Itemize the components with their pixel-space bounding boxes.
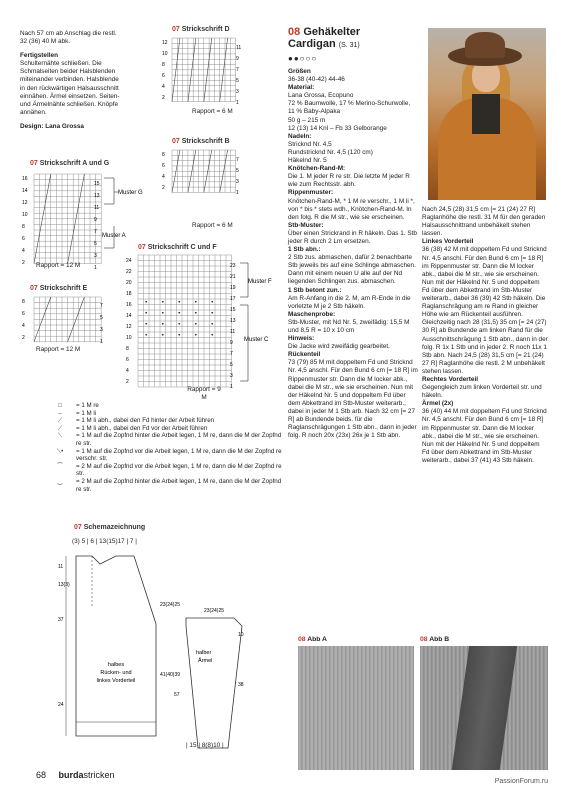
chart-ag-grid (34, 174, 101, 264)
chart-cf-row-label: 5 (230, 362, 233, 368)
paragraph: 36 (38) 42 M mit doppeltem Fd und Stricknd Nr. 4,5 anschl. Für den Bund 6 cm [= 18 R] im Rippenmuster str. Dann die M locker abk., dabei die M str., wie sie erscheinen. Nun mit der Häkelnd Nr. 5 und doppeltem Fd über dem Abkettrand im Stb-Muster weiterarb., dabei 36 (39) 42 Stb häkeln. Die Raglanschrägung am re Rand in gleicher Höhe wie am Rückenteil ausführen. Gleichzeitig nach 28 (31,5) 35 cm [= 24 (27) 30 R] ab Bundende am linken Rand für die Ausschnittschrägung 1 Stb abn., dann in der folg. R 1x 1 Stb und in jeder 2. R noch 11x 1 Stb abn. Nach 24,5 (28) 31,5 cm [= 21 (24) 27 R] Raglanhöhe die restl. 2 M unbehäkelt stehen lassen. (422, 246, 548, 375)
chart-ag-row-label: 9 (94, 217, 97, 223)
paragraph: Nach 24,5 (28) 31,5 cm [= 21 (24) 27 R] Raglanhöhe die restl. 31 M für den geraden Halsausschnittrand unbehäkelt stehen lassen. (422, 206, 546, 238)
fertig-heading: Fertigstellen (20, 52, 58, 60)
brand-suffix: stricken (83, 770, 115, 780)
chart-b-row-label: 5 (236, 168, 239, 174)
schema-drawing (56, 546, 256, 758)
sleeve-label: Ärmel (198, 658, 213, 664)
stitch-mark (178, 301, 180, 303)
symbol-legend (48, 402, 288, 493)
chart-b-row-label: 7 (236, 157, 239, 163)
legend-text: = 2 M auf die Zopfnd hinter die Arbeit legen, 1 M re, dann die M der Zopfnd re str. (76, 477, 282, 493)
chart-cf-title: 07 Strickschrift C und F (138, 244, 217, 251)
body-label: Rücken- und (100, 670, 132, 676)
stitch-mark (145, 312, 147, 314)
muster-f-label: Muster F (248, 279, 272, 285)
legend-symbol: □ (58, 402, 62, 409)
page-footer (36, 770, 115, 780)
muster-c-label: Muster C (244, 337, 269, 343)
legend-text: = 1 M auf die Zopfnd hinter die Arbeit legen, 1 M re, dann die M der Zopfnd re str. (76, 432, 282, 447)
chart-ag-row-label: 16 (22, 176, 28, 182)
design-credit: Design: Lana Grossa (20, 122, 84, 130)
stitch-mark (178, 312, 180, 314)
chart-cf-rapport: Rapport = 9 M (187, 386, 221, 402)
stitch-mark (195, 312, 197, 314)
chart-d-rapport: Rapport = 6 M (192, 108, 233, 115)
stitch-mark (195, 334, 197, 336)
paragraph: 36-38 (40-42) 44-46 (288, 76, 345, 84)
sleeve-dim: 38 (238, 682, 244, 688)
watermark-text: PassionForum.ru (494, 778, 548, 785)
chart-d-row-label: 10 (162, 51, 168, 57)
sleeve-outline (186, 618, 242, 748)
legend-symbol: ⁀ (57, 462, 63, 470)
chart-e-row-label: 7 (100, 303, 103, 309)
chart-ag-row-label: 14 (22, 188, 28, 194)
chart-e-row-label: 1 (100, 339, 103, 345)
paragraph: Die Jacke wird zweifädig gearbeitet. (288, 343, 390, 351)
chart-e-row-label: 3 (100, 327, 103, 333)
paragraph: 72 % Baumwolle, 17 % Merino-Schurwolle, 11 % Baby-Alpaka (288, 100, 411, 116)
legend-item (48, 425, 288, 433)
stitch-mark (145, 334, 147, 336)
detail-photo-b (420, 646, 548, 770)
schema-dim: 13(3) (58, 582, 70, 588)
stitch-mark (195, 301, 197, 303)
chart-cf-row-label: 18 (126, 291, 132, 297)
photo-a-caption: 08 Abb A (298, 636, 327, 643)
section-heading: Größen (288, 68, 311, 75)
chart-ag-row-label: 11 (94, 205, 100, 211)
pattern-header (288, 26, 418, 63)
paragraph: Stb-Muster, mit Nd Nr. 5, zweifädig: 15,5 M und 8,5 R = 10 x 10 cm (288, 318, 410, 334)
section-heading: Knötchen-Rand-M: (288, 165, 346, 173)
muster-g-label: Muster G (118, 190, 143, 196)
subsection-heading: Rippenmuster: (288, 189, 334, 197)
intro-text: Nach 57 cm ab Anschlag die restl. 32 (36) 40 M abk. (20, 30, 117, 46)
chart-d-row-label: 4 (162, 84, 165, 90)
chart-cf-row-label: 21 (230, 274, 236, 280)
legend-text: = 1 M re (76, 402, 99, 409)
chart-d-row-label: 5 (236, 78, 239, 84)
chart-b-row-label: 2 (162, 185, 165, 191)
paragraph: 2 Stb zus. abmaschen, dafür 2 benachbarte Stb jeweils bis auf eine Schlinge abmaschen. Dann mit einem neuen U alle auf der Nd liegenden Schlingen zus. abmaschen. (288, 254, 416, 286)
chart-d-row-label: 9 (236, 56, 239, 62)
chart-ag-row-label: 2 (22, 260, 25, 266)
chart-d-row-label: 8 (162, 62, 165, 68)
chart-ag-row-label: 1 (94, 265, 97, 271)
body-outline (76, 556, 156, 736)
chart-cf-row-label: 2 (126, 379, 129, 385)
chart-ag-title: 07 Strickschrift A und G (30, 160, 110, 167)
chart-d (160, 34, 250, 108)
chart-b-row-label: 8 (162, 152, 165, 158)
chart-cf-row-label: 17 (230, 296, 236, 302)
chart-cf-row-label: 12 (126, 324, 132, 330)
paragraph: Gegengleich zum linken Vorderteil str. und häkeln. (422, 384, 542, 400)
section-heading: Material: (288, 84, 315, 92)
legend-text: = 2 M auf die Zopfnd vor die Arbeit legen, 1 M re, dann die M der Zopfnd re str. (76, 462, 282, 478)
schema-dim: 11 (58, 564, 64, 570)
legend-item (48, 402, 288, 410)
stitch-mark (211, 334, 213, 336)
legend-text: = 1 M li (76, 409, 97, 417)
paragraph: 50 g – 215 m (288, 116, 326, 124)
chart-b-title: 07 Strickschrift B (172, 138, 230, 145)
legend-item (48, 432, 288, 447)
chart-ag-row-label: 7 (94, 229, 97, 235)
paragraph: Lana Grossa, Ecopuno (288, 92, 354, 100)
chart-ag-row-label: 4 (22, 248, 25, 254)
chart-b-row-label: 3 (236, 179, 239, 185)
schema-dim: 23(24)25 (160, 602, 181, 608)
body-label: linkes Vorderteil (96, 678, 136, 684)
chart-cf-row-label: 9 (230, 340, 233, 346)
schema-dim: 24 (58, 702, 64, 708)
paragraph: Häkelnd Nr. 5 (288, 157, 327, 165)
chart-cf (124, 253, 284, 389)
legend-symbol: ⟋ (57, 417, 63, 425)
chart-cf-row-label: 20 (126, 280, 132, 286)
body-label: halbes (107, 662, 125, 668)
chart-cf-row-label: 13 (230, 318, 236, 324)
chart-ag-row-label: 5 (94, 241, 97, 247)
paragraph: Rundstricknd Nr. 4,5 (120 cm) (288, 148, 373, 156)
chart-ag-row-label: 13 (94, 193, 100, 199)
paragraph: Am R-Anfang in die 2. M, am R-Ende in die vorletzte M je 2 Stb häkeln. (288, 294, 411, 310)
legend-symbol: ⟋ (57, 424, 63, 432)
section-heading: Rechtes Vorderteil (422, 375, 478, 383)
muster-a-label: Muster A (102, 233, 126, 239)
legend-item (48, 448, 288, 463)
chart-e-grid (34, 297, 101, 342)
chart-d-row-label: 11 (236, 45, 242, 51)
chart-cf-grid (138, 255, 232, 387)
chart-d-row-label: 1 (236, 100, 239, 106)
sleeve-dim: 10 (238, 632, 244, 638)
chart-cf-row-label: 7 (230, 351, 233, 357)
detail-photo-a (298, 646, 414, 770)
chart-d-row-label: 7 (236, 67, 239, 73)
pattern-title-2: Cardigan (288, 38, 336, 50)
paragraph: Über einen Strickrand in R häkeln. Das 1. Stb jeder R durch 2 Lm ersetzen. (288, 229, 417, 245)
subsection-heading: 1 Stb betont zun.: (288, 286, 342, 294)
chart-cf-row-label: 19 (230, 285, 236, 291)
schema-dim: 41(40)39 (160, 672, 181, 678)
section-heading: Ärmel (2x) (422, 400, 454, 408)
instructions-column-3 (422, 206, 548, 465)
chart-d-row-label: 6 (162, 73, 165, 79)
intro-block (20, 30, 125, 131)
legend-item (48, 463, 288, 478)
stitch-mark (162, 334, 164, 336)
subsection-heading: Stb-Muster: (288, 221, 324, 229)
section-heading: Maschenprobe: (288, 310, 336, 318)
schema-top-labels: (3) 5 | 6 | 13(15)17 | 7 | (72, 538, 137, 545)
chart-b-row-label: 4 (162, 174, 165, 180)
legend-text: = 1 M li abh., dabei den Fd hinter der Arbeit führen (76, 417, 215, 425)
paragraph: Die 1. M jeder R re str. Die letzte M jeder R wie zum Rechtsstr. abh. (288, 173, 410, 189)
chart-ag-row-label: 12 (22, 200, 28, 206)
legend-item (48, 410, 288, 418)
chart-cf-row-label: 14 (126, 313, 132, 319)
section-heading: Rückenteil (288, 351, 321, 359)
chart-e-title: 07 Strickschrift E (30, 285, 88, 292)
legend-item (48, 478, 288, 493)
legend-symbol: ⟍ (57, 432, 63, 440)
stitch-mark (162, 301, 164, 303)
chart-cf-row-label: 8 (126, 346, 129, 352)
chart-e (18, 293, 118, 349)
stitch-mark (178, 334, 180, 336)
stitch-mark (178, 323, 180, 325)
legend-item (48, 417, 288, 425)
chart-e-row-label: 4 (22, 323, 25, 329)
paragraph: Knötchen-Rand-M, * 1 M re verschr., 1 M li *, von * bis * stets wdh., Knötchen-Rand-M. In den folg. R die M str., wie sie erscheinen. (288, 197, 415, 221)
stitch-mark (195, 323, 197, 325)
chart-cf-row-label: 1 (230, 384, 233, 389)
chart-e-row-label: 8 (22, 299, 25, 305)
chart-ag-row-label: 3 (94, 253, 97, 259)
chart-ag-row-label: 6 (22, 236, 25, 242)
sleeve-bottom-labels: | 15 | 8(8)10 | (186, 742, 224, 749)
stitch-mark (162, 323, 164, 325)
brand-name: burda (58, 770, 84, 780)
stitch-mark (145, 323, 147, 325)
chart-cf-row-label: 6 (126, 357, 129, 363)
paragraph: 12 (13) 14 Knl – Fb 33 Gelborange (288, 124, 387, 132)
chart-ag-row-label: 15 (94, 181, 100, 187)
fertig-text: Schulternähte schließen. Die Schmalseiten beider Halsblenden miteinander verbinden. Halsblende in den rückwärtigen Halsausschnitt einnähen. Ärmel einsetzen. Seiten- und Ärmelnähte schließen. Knöpfe annähen. (20, 60, 120, 116)
legend-symbol: – (58, 409, 62, 417)
paragraph: 73 (79) 85 M mit doppeltem Fd und Stricknd Nr. 4,5 anschl. Für den Bund 6 cm [= 18 R] im Rippenmuster str. Dann die M locker abk., dabei die M str., wie sie erscheinen. Nun mit der Häkelnd Nr. 5 und doppeltem Fd über dem Abkettrand im Stb-Muster weiterarb., dabei in jeder M 1 Stb arb. Nach 32 cm [= 27 R] ab Bundende beids. für die Raglanschrägungen 1 Stb abn., dann in jeder folg. R noch 20x (23x) 26x je 1 Stb abn. (288, 359, 418, 440)
page-number: 68 (36, 770, 47, 780)
chart-d-title: 07 Strickschrift D (172, 26, 230, 33)
chart-b-grid (172, 150, 236, 192)
chart-e-row-label: 5 (100, 315, 103, 321)
legend-symbol: ⟍• (56, 447, 64, 455)
chart-cf-row-label: 11 (230, 329, 236, 335)
chart-b (160, 146, 250, 198)
sleeve-dim: 57 (174, 692, 180, 698)
stitch-mark (162, 312, 164, 314)
legend-text: = 1 M li abh., dabei den Fd vor der Arbeit führen (76, 424, 208, 432)
schema-dim: 37 (58, 617, 64, 623)
instructions-column-2 (288, 68, 418, 440)
pattern-title: Gehäkelter (303, 26, 361, 38)
subsection-heading: 1 Stb abn.: (288, 246, 321, 254)
chart-cf-row-label: 3 (230, 373, 233, 379)
model-photo (428, 28, 546, 200)
subsection-heading: Nadeln: (288, 132, 312, 140)
chart-ag-row-label: 10 (22, 212, 28, 218)
difficulty-rating: ●●○○○ (288, 54, 318, 63)
chart-cf-row-label: 4 (126, 368, 129, 374)
sleeve-dim: 23(24)25 (204, 608, 225, 614)
chart-b-rapport: Rapport = 6 M (192, 222, 233, 229)
chart-cf-row-label: 15 (230, 307, 236, 313)
stitch-mark (145, 301, 147, 303)
stitch-mark (211, 301, 213, 303)
chart-d-grid (172, 38, 236, 102)
stitch-mark (211, 312, 213, 314)
chart-ag-row-label: 8 (22, 224, 25, 230)
chart-ag-rapport: Rapport = 12 M (36, 262, 81, 269)
legend-symbol: ‿ (57, 477, 63, 485)
chart-d-row-label: 3 (236, 89, 239, 95)
chart-cf-row-label: 23 (230, 263, 236, 269)
chart-cf-row-label: 16 (126, 302, 132, 308)
chart-e-rapport: Rapport = 12 M (36, 346, 81, 353)
photo-b-caption: 08 Abb B (420, 636, 450, 643)
chart-b-row-label: 1 (236, 190, 239, 196)
legend-text: = 1 M auf die Zopfnd vor die Arbeit legen, 1 M re, dann die M der Zopfnd re verschr. str. (76, 447, 282, 463)
stitch-mark (211, 323, 213, 325)
chart-d-row-label: 12 (162, 40, 168, 46)
pattern-ref: (S. 31) (338, 42, 360, 49)
sleeve-label: halber (196, 650, 212, 656)
chart-cf-row-label: 22 (126, 269, 132, 275)
paragraph: 36 (40) 44 M mit doppeltem Fd und Stricknd Nr. 4,5 anschl. Für den Bund 6 cm [= 18 R] im Rippenmuster str. Dann die M locker abk., dabei die M str., wie sie erscheinen. Nun mit der Häkelnd Nr. 5 und doppeltem Fd über dem Abkettrand im Stb-Muster weiterarb., dabei 37 (41) 43 Stb häkeln. (422, 408, 547, 464)
chart-e-row-label: 2 (22, 335, 25, 341)
chart-d-row-label: 2 (162, 95, 165, 101)
chart-e-row-label: 6 (22, 311, 25, 317)
section-heading: Linkes Vorderteil (422, 238, 474, 246)
section-heading: Hinweis: (288, 335, 315, 343)
chart-cf-row-label: 10 (126, 335, 132, 341)
paragraph: Stricknd Nr. 4,5 (288, 140, 332, 148)
chart-b-row-label: 6 (162, 163, 165, 169)
pattern-number: 08 (288, 26, 301, 38)
schema-title: 07 Schemazeichnung (74, 524, 146, 531)
chart-cf-row-label: 24 (126, 258, 132, 264)
